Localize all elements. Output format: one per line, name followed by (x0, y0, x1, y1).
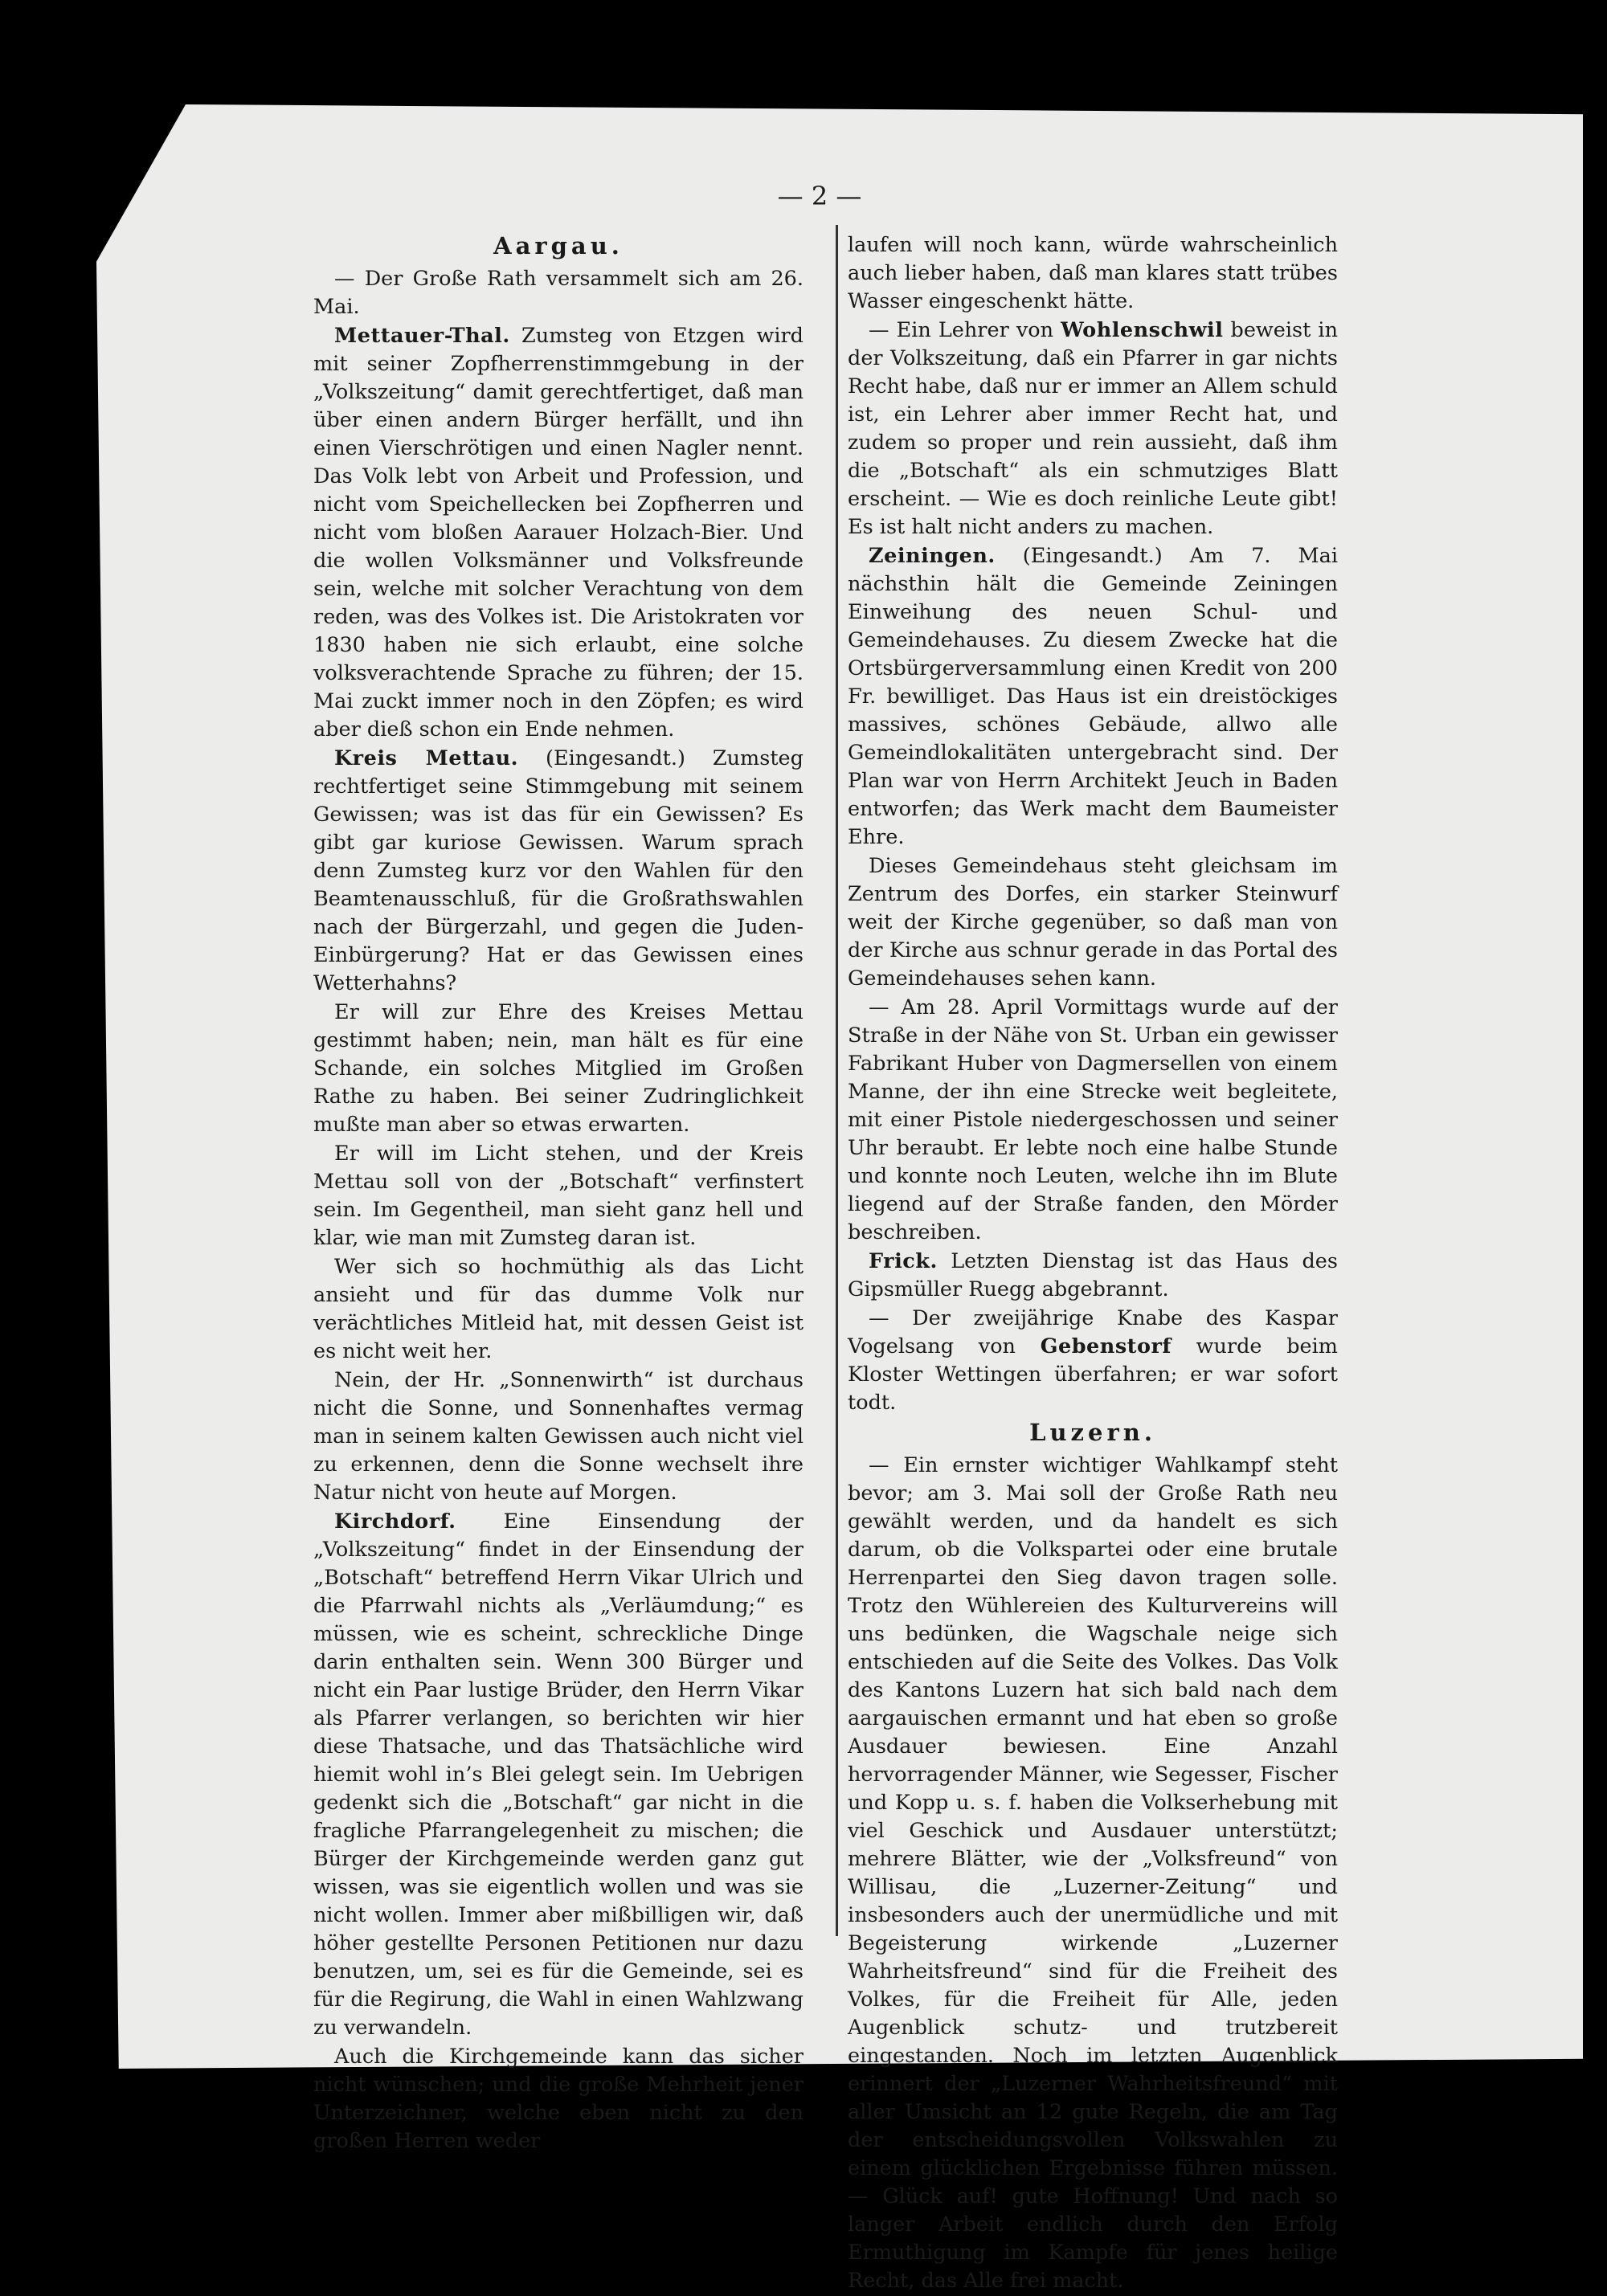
place-heading: Frick. (869, 1249, 938, 1273)
section-title-aargau: Aargau. (493, 232, 624, 259)
article-text: (Eingesandt.) Am 7. Mai nächsthin hält die Gemeinde Zeiningen Einweihung des neuen Schul- und Gemeindehauses. Zu diesem Zwecke hat die Ortsbürgerversammlung einen Kredit von 200 Fr. bewilliget. Das Haus ist ein dreistöckiges massives, schönes Gebäude, allwo alle Gemeindlokalitäten untergebracht sind. Der Plan war von Herrn Architekt Jeuch in Baden entworfen; das Werk macht dem Baumeister Ehre. (848, 544, 1338, 849)
place-heading: Kreis Mettau. (334, 746, 519, 770)
article-gebenstorf (848, 1305, 1338, 1417)
article-mettauer-thal (313, 322, 804, 744)
article-paragraph: laufen will noch kann, würde wahrscheinlich auch lieber haben, daß man klares statt trübes Wasser eingeschenkt hätte. (848, 233, 1338, 313)
article-text: — Der zweijährige Knabe des Kaspar Vogelsang von (848, 1306, 1338, 1358)
article-paragraph: Er will zur Ehre des Kreises Mettau gestimmt haben; nein, man hält es für eine Schande, ein solches Mitglied im Großen Rathe zu haben. Bei seiner Zudringlichkeit mußte man aber so etwas erwarten. (313, 1000, 804, 1137)
article-text: wurde beim Kloster Wettingen überfahren; er war sofort todt. (848, 1334, 1338, 1415)
place-heading: Zeiningen. (869, 544, 996, 568)
article-frick (848, 1248, 1338, 1304)
article-zeiningen (848, 542, 1338, 852)
article-wohlenschwil (848, 317, 1338, 541)
article-paragraph: Er will im Licht stehen, und der Kreis Mettau soll von der „Botschaft“ verfinstert sein. Im Gegentheil, man sieht ganz hell und klar, wie man mit Zumsteg daran ist. (313, 1142, 804, 1250)
place-heading: Kirchdorf. (334, 1510, 456, 1534)
article-kirchdorf (313, 1508, 804, 2042)
place-heading: Wohlenschwil (1061, 318, 1224, 342)
article-text: beweist in der Volkszeitung, daß ein Pfarrer in gar nichts Recht habe, daß nur er immer an Allem schuld ist, ein Lehrer aber immer Recht hat, und zudem so proper und rein aussieht, daß ihm die „Botschaft“ als ein schmutziges Blatt erscheint. — Wie es doch reinliche Leute gibt! Es ist halt nicht anders zu machen. (848, 318, 1338, 539)
article-text: (Eingesandt.) Zumsteg rechtfertiget seine Stimmgebung mit seinem Gewissen; was ist das für ein Gewissen? Es gibt gar kuriose Gewissen. Warum sprach denn Zumsteg kurz vor den Wahlen für den Beamtenausschluß, für die Großrathswahlen nach der Bürgerzahl, und gegen die Juden-Einbürgerung? Hat er das Gewissen eines Wetterhahns? (313, 746, 804, 995)
column-rule (836, 225, 838, 1936)
place-heading: Mettauer-Thal. (334, 324, 510, 348)
article-text: Letzten Dienstag ist das Haus des Gipsmüller Ruegg abgebrannt. (848, 1249, 1338, 1301)
article-text: — Ein Lehrer von (869, 318, 1061, 342)
right-column (848, 231, 1338, 2296)
article-paragraph: Nein, der Hr. „Sonnenwirth“ ist durchaus nicht die Sonne, und Sonnenhaftes vermag man in seinem kalten Gewissen auch nicht viel zu erkennen, denn die Sonne wechselt ihre Natur nicht von heute auf Morgen. (313, 1368, 804, 1505)
section-title-luzern: Luzern. (1029, 1419, 1156, 1446)
article-text: Eine Einsendung der „Volkszeitung“ findet in der Einsendung der „Botschaft“ betreffend Herrn Vikar Ulrich und die Pfarrwahl nichts als „Verläumdung;“ es müssen, wie es scheint, schreckliche Dinge darin enthalten sein. Wenn 300 Bürger und nicht ein Paar lustige Brüder, den Herrn Vikar als Pfarrer verlangen, so berichten wir hier diese Thatsache, und das Thatsächliche wird hiemit wohl in’s Blei gelegt sein. Im Uebrigen gedenkt sich die „Botschaft“ gar nicht in die fragliche Pfarrangelegenheit zu mischen; die Bürger der Kirchgemeinde werden ganz gut wissen, was sie eigentlich wollen und was sie nicht wollen. Immer aber mißbilligen wir, daß höher gestellte Personen Petitionen nur dazu benutzen, um, sei es für die Gemeinde, sei es für die Regirung, die Wahl in einen Wahlzwang zu verwandeln. (313, 1510, 804, 2040)
left-column (313, 231, 804, 2156)
article-paragraph: Auch die Kirchgemeinde kann das sicher nicht wünschen; und die große Mehrheit jener Unterzeichner, welche eben nicht zu den großen Herren weder (313, 2045, 804, 2153)
article-paragraph: — Der Große Rath versammelt sich am 26. Mai. (313, 267, 804, 319)
article-paragraph: Wer sich so hochmüthig als das Licht ansieht und für das dumme Volk nur verächtliches Mitleid hat, mit dessen Geist ist es nicht weit her. (313, 1255, 804, 1363)
place-heading: Gebenstorf (1040, 1334, 1172, 1358)
article-paragraph: — Am 28. April Vormittags wurde auf der Straße in der Nähe von St. Urban ein gewisser Fabrikant Huber von Dagmersellen von einem Manne, der ihn eine Strecke weit begleitete, mit einer Pistole niedergeschossen und seiner Uhr beraubt. Er lebte noch eine halbe Stunde und konnte noch Leuten, welche ihn im Blute liegend auf der Straße fanden, den Mörder beschreiben. (848, 995, 1338, 1244)
article-paragraph: Dieses Gemeindehaus steht gleichsam im Zentrum des Dorfes, ein starker Steinwurf weit der Kirche gegenüber, so daß man von der Kirche aus schnur gerade in das Portal des Gemeindehauses sehen kann. (848, 854, 1338, 991)
article-kreis-mettau (313, 745, 804, 998)
article-text: Zumsteg von Etzgen wird mit seiner Zopfherrenstimmgebung in der „Volkszeitung“ damit gerechtfertiget, daß man über einen andern Bürger herfällt, und ihn einen Vierschrötigen und einen Nagler nennt. Das Volk lebt von Arbeit und Profession, und nicht vom Speichellecken bei Zopfherren und nicht vom bloßen Aarauer Holzach-Bier. Und die wollen Volksmänner und Volksfreunde sein, welche mit solcher Verachtung von dem reden, was des Volkes ist. Die Aristokraten vor 1830 haben nie sich erlaubt, eine solche volksverachtende Sprache zu führen; der 15. Mai zuckt immer noch in den Zöpfen; es wird aber dieß schon ein Ende nehmen. (313, 324, 804, 742)
article-paragraph: — Ein ernster wichtiger Wahlkampf steht bevor; am 3. Mai soll der Große Rath neu gewählt werden, und da handelt es sich darum, ob die Volkspartei oder eine brutale Herrenpartei den Sieg davon tragen solle. Trotz den Wühlereien des Kulturvereins will uns bedünken, die Wagschale neige sich entschieden auf die Seite des Volkes. Das Volk des Kantons Luzern hat sich bald nach dem aargauischen ermannt und hat eben so große Ausdauer bewiesen. Eine Anzahl hervorragender Männer, wie Segesser, Fischer und Kopp u. s. f. haben die Volkserhebung mit viel Geschick und Ausdauer unterstützt; mehrere Blätter, wie der „Volksfreund“ von Willisau, die „Luzerner-Zeitung“ und insbesonders auch der unermüdliche und mit Begeisterung wirkende „Luzerner Wahrheitsfreund“ sind für die Freiheit des Volkes, für die Freiheit für Alle, jeden Augenblick schutz- und trutzbereit eingestanden. Noch im letzten Augenblick erinnert der „Luzerner Wahrheitsfreund“ mit aller Umsicht an 12 gute Regeln, die am Tag der entscheidungsvollen Volkswahlen zu einem glücklichen Ergebnisse führen müssen. — Glück auf! gute Hoffnung! Und nach so langer Arbeit endlich durch den Erfolg Ermuthigung im Kampfe für jenes heilige Recht, das Alle frei macht. (848, 1453, 1338, 2293)
page-number: — 2 — (777, 181, 862, 211)
